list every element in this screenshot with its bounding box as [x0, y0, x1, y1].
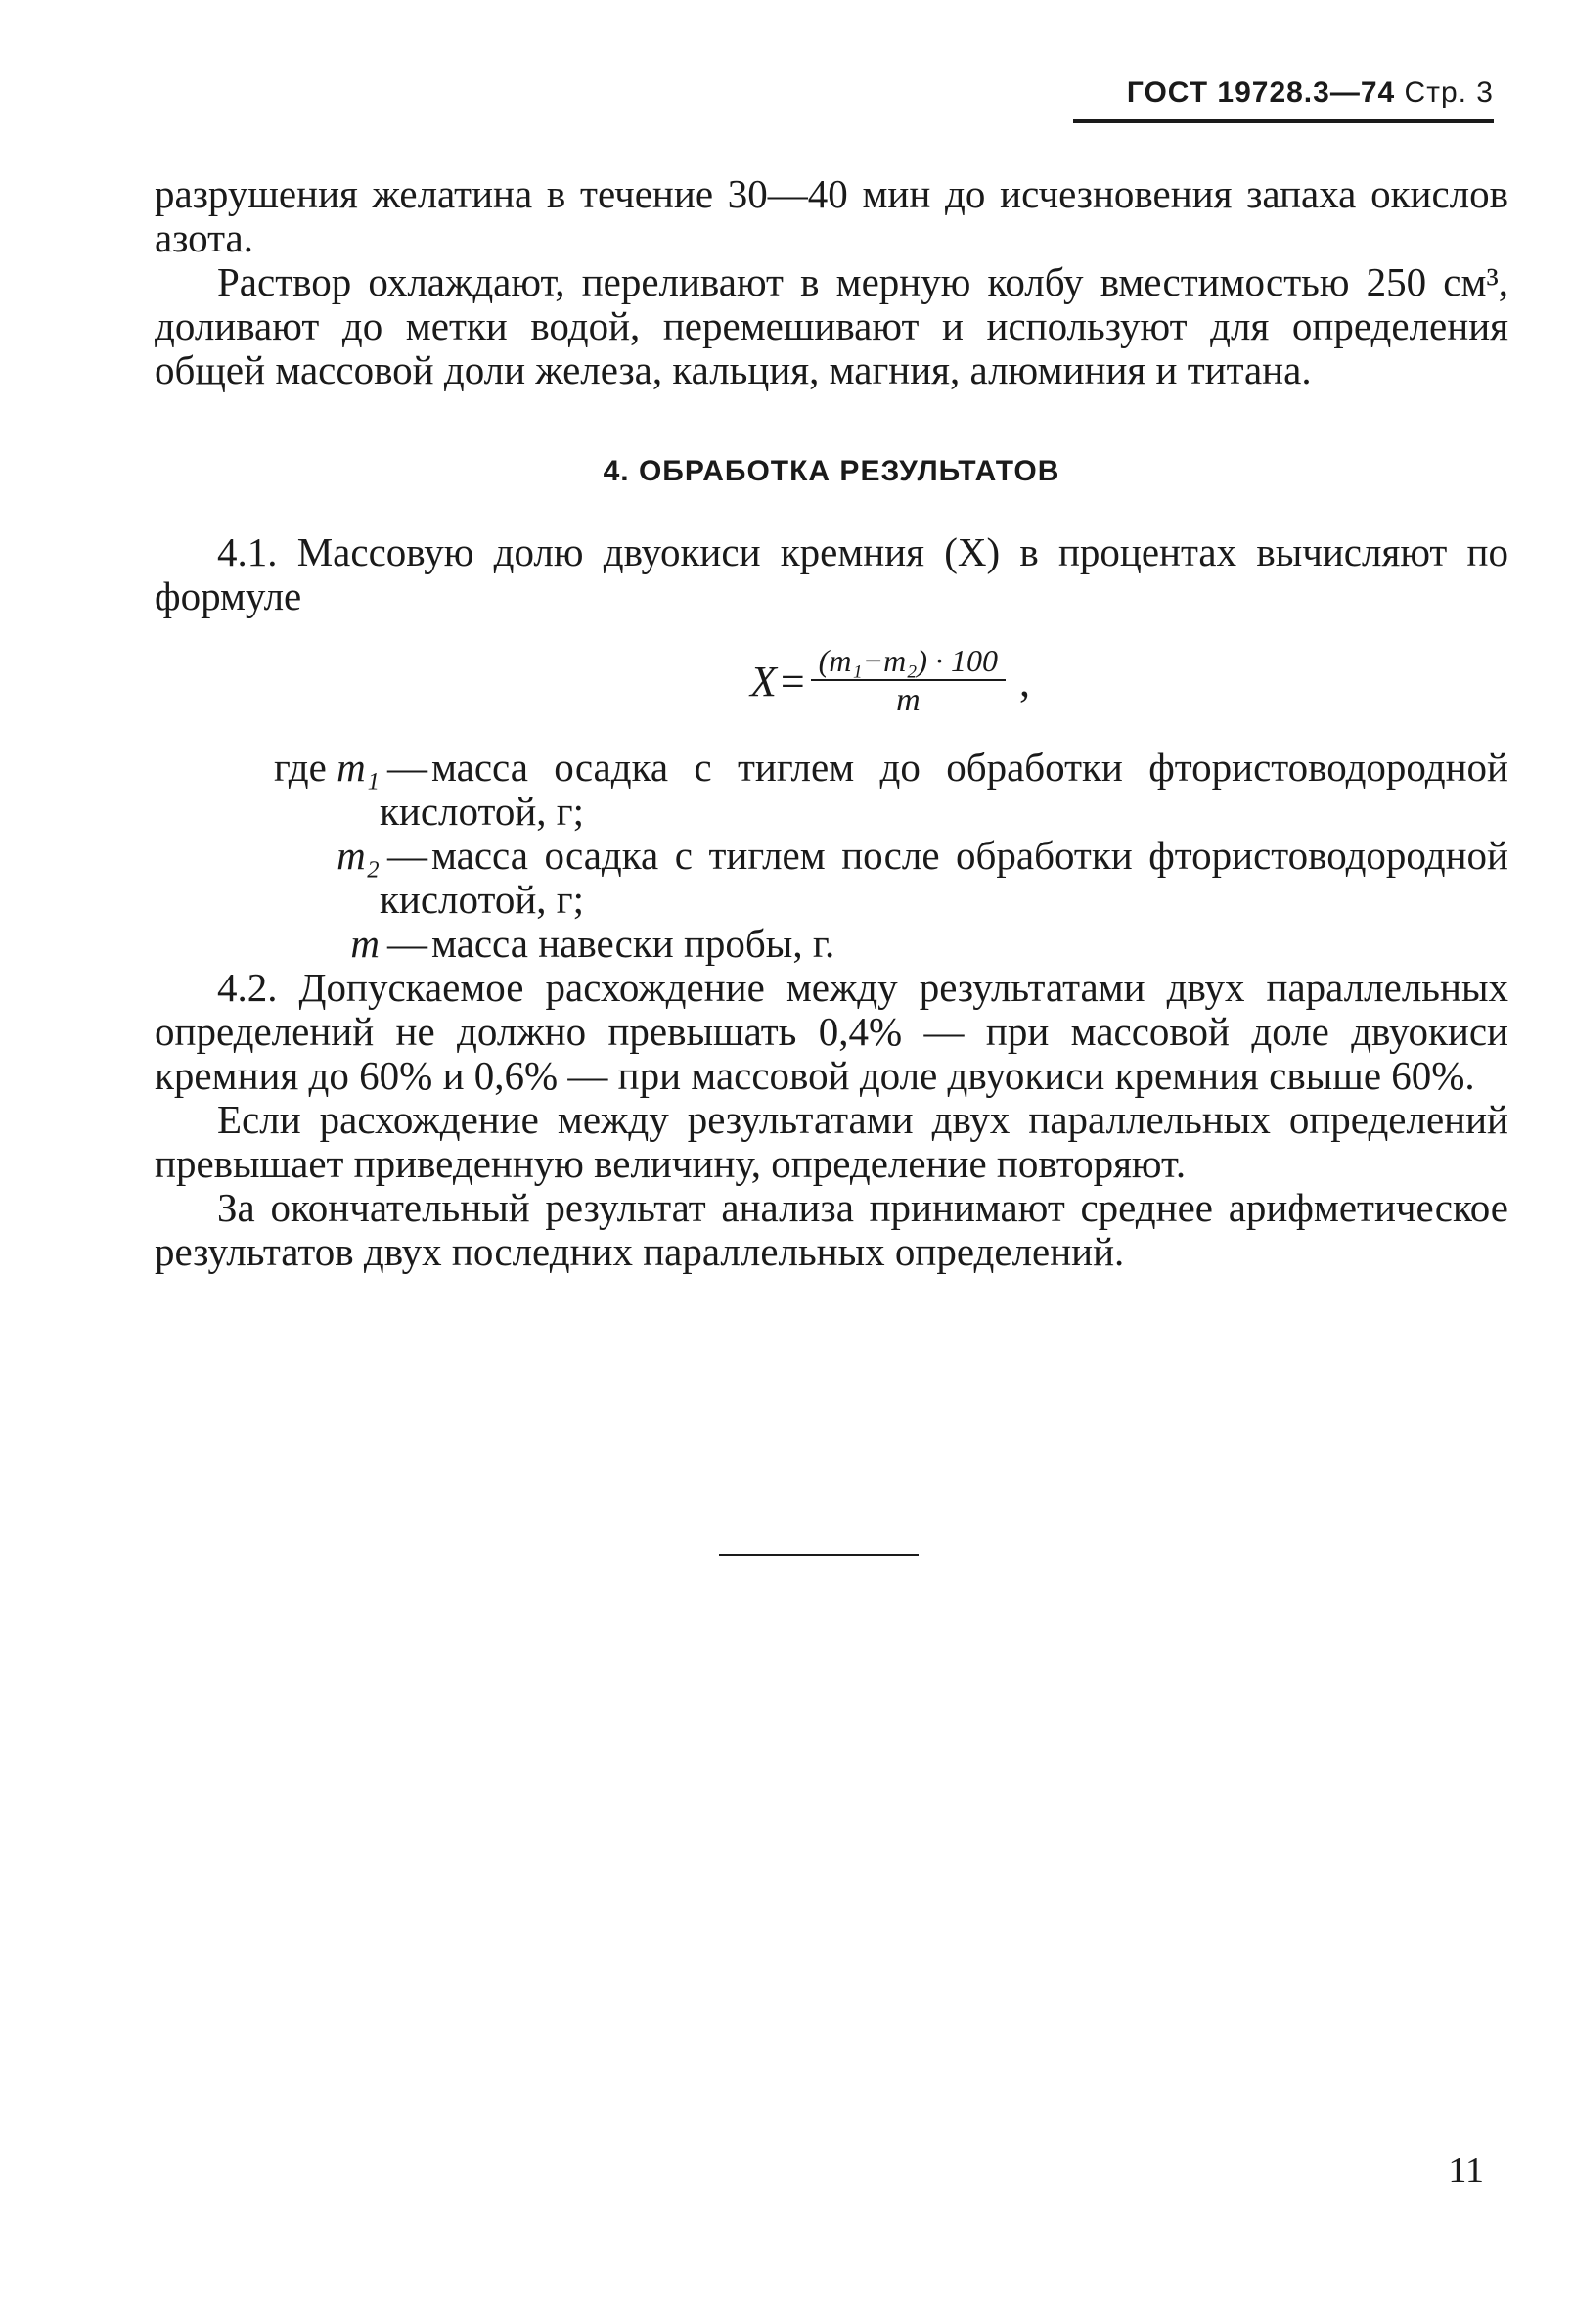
formula-lhs: X — [749, 657, 777, 706]
formula-comma: , — [1019, 657, 1031, 706]
formula-denominator: m — [896, 682, 921, 718]
legend-definition — [380, 834, 1508, 922]
legend-text: масса осадка с тиглем после обработки фтористоводородной кислотой, г; — [380, 833, 1508, 922]
legend-dash: — — [387, 921, 427, 966]
clause-4-2: 4.2. Допускаемое расхождение между результатами двух параллельных определений не должно превышать 0,4% — при массовой доле двуокиси кремния до 60% и 0,6% — при массовой доле двуокиси кремния свыше 60%. — [155, 965, 1508, 1098]
intro-paragraph: Раствор охлаждают, переливают в мерную колбу вместимостью 250 см³, доливают до метки водой, перемешивают и используют для определения общей массовой доли железа, кальция, магния, алюминия и титана. — [155, 259, 1508, 392]
legend-text: масса осадка с тиглем до обработки фтористоводородной кислотой, г; — [380, 745, 1508, 834]
legend-dash: — — [387, 745, 427, 790]
variable-legend — [155, 746, 1508, 966]
clause-4-1: 4.1. Массовую долю двуокиси кремния (X) в процентах вычисляют по формуле — [155, 529, 1508, 618]
legend-text: масса навески пробы, г. — [431, 921, 835, 966]
legend-definition — [380, 922, 1508, 966]
header-page-label: Стр. 3 — [1404, 76, 1494, 109]
formula-equals: = — [780, 657, 805, 706]
legend-variable: m₁ — [337, 745, 380, 790]
legend-label — [155, 922, 380, 966]
end-divider — [719, 1554, 919, 1556]
page-body — [155, 172, 1508, 1274]
legend-row — [155, 922, 1508, 966]
legend-label — [155, 834, 380, 878]
legend-dash: — — [387, 833, 427, 878]
clause-4-2-repeat-rule: Если расхождение между результатами двух параллельных определений превышает приведенную величину, определение повторяют. — [155, 1097, 1508, 1186]
clause-4-2-final-result: За окончательный результат анализа принимают среднее арифметическое результатов двух последних параллельных определений. — [155, 1185, 1508, 1274]
intro-paragraph-continued: разрушения желатина в течение 30—40 мин до исчезновения запаха окислов азота. — [155, 171, 1508, 260]
legend-row — [155, 746, 1508, 834]
formula-numerator: (m₁−m₂) · 100 — [811, 642, 1006, 681]
legend-definition — [380, 746, 1508, 834]
running-header — [1073, 76, 1494, 123]
section-title: 4. ОБРАБОТКА РЕЗУЛЬТАТОВ — [603, 455, 1060, 487]
legend-label — [155, 746, 380, 790]
standard-code: ГОСТ 19728.3—74 — [1126, 76, 1396, 109]
legend-row — [155, 834, 1508, 922]
page-number: 11 — [1448, 2150, 1484, 2191]
formula — [155, 642, 1508, 720]
formula-fraction — [811, 642, 1006, 720]
legend-where-word: где — [274, 745, 327, 790]
legend-variable: m — [350, 921, 380, 966]
legend-variable: m₂ — [337, 833, 380, 878]
